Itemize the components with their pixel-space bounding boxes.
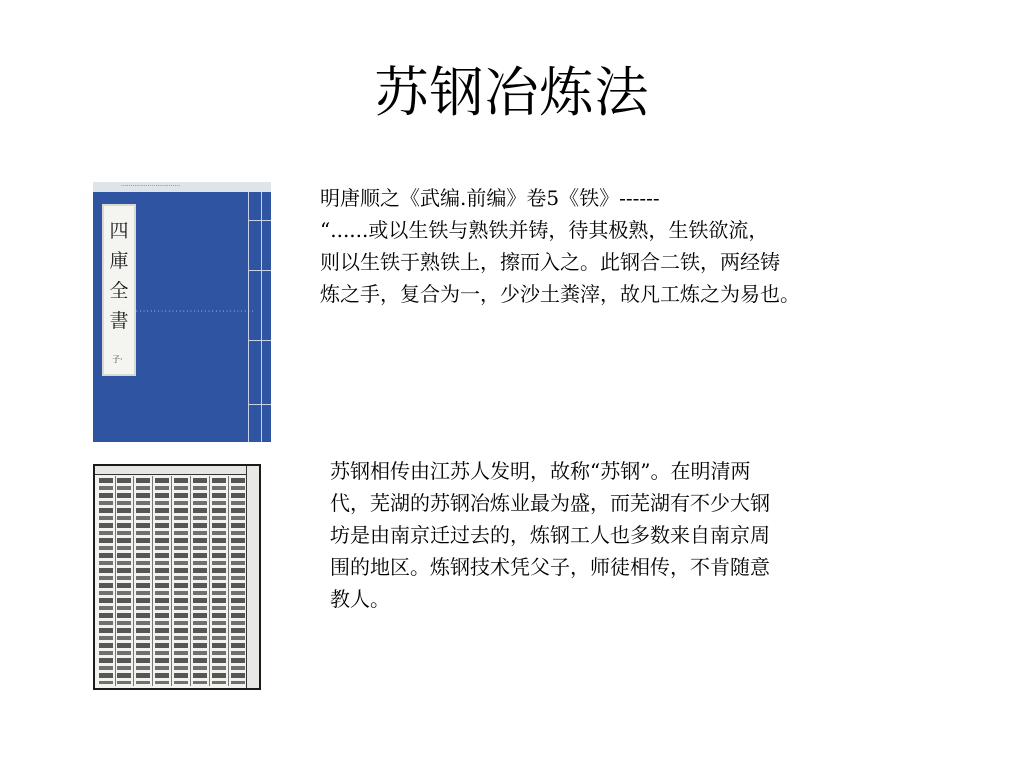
page-title: 苏钢冶炼法 xyxy=(374,61,650,124)
book-cover-image: ······························· 四 庫 全 書 子· ································· xyxy=(93,182,271,442)
manuscript-page-image xyxy=(93,464,261,690)
quote-paragraph: 明唐顺之《武编.前编》卷5《铁》------ “......或以生铁与熟铁并铸，待其极熟，生铁欲流， 则以生铁于熟铁上，擦而入之。此钢合二铁，两经铸 炼之手，复合为一，少沙土粪滓，故凡工炼之为易也。 xyxy=(320,186,800,306)
history-paragraph: 苏钢相传由江苏人发明，故称“苏钢”。在明清两 代，芜湖的苏钢冶炼业最为盛，而芜湖有不少大钢 坊是由南京迁过去的，炼钢工人也多数来自南京周 围的地区。炼钢技术凭父子，师徒相传，不肯随意 教人。 xyxy=(330,459,770,611)
